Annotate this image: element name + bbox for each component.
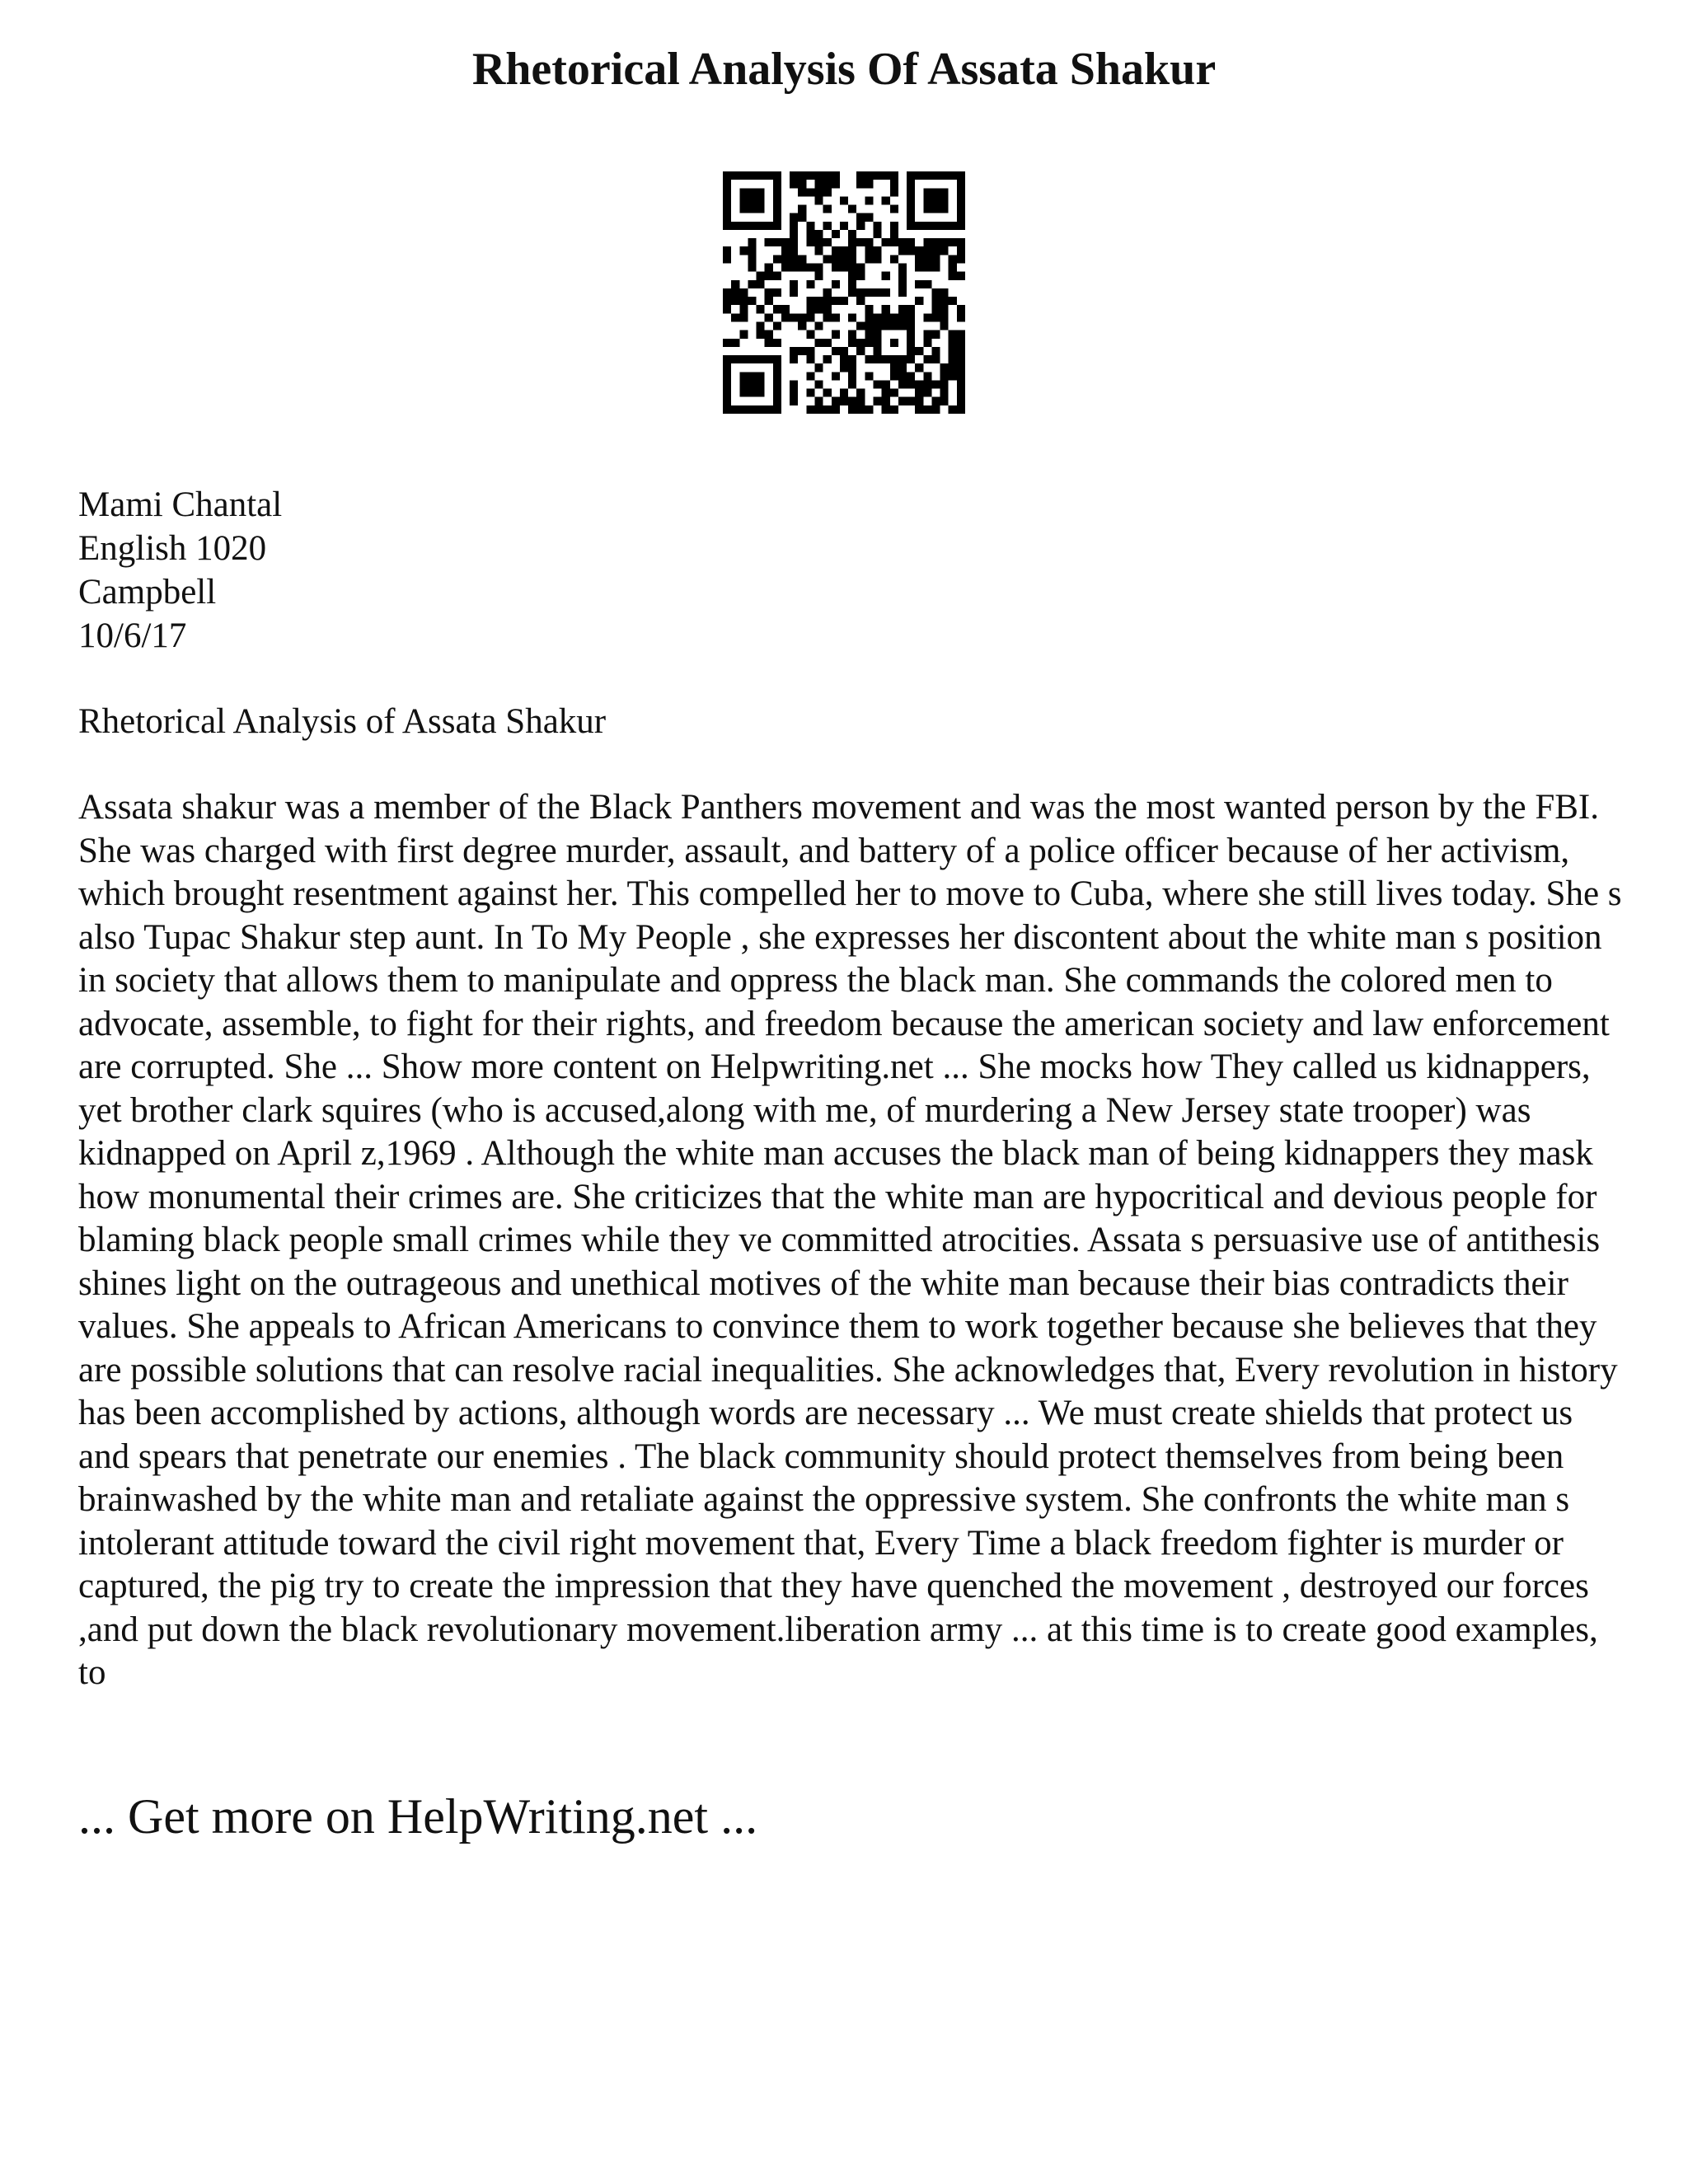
author-name: Mami Chantal: [78, 485, 283, 524]
course-name: English 1020: [78, 529, 267, 568]
document-title: Rhetorical Analysis Of Assata Shakur: [471, 44, 1217, 95]
essay-title: Rhetorical Analysis of Assata Shakur: [78, 702, 607, 741]
qr-code-icon[interactable]: [723, 171, 965, 414]
instructor-name: Campbell: [78, 573, 217, 612]
document-date: 10/6/17: [78, 616, 187, 655]
get-more-link[interactable]: ... Get more on HelpWriting.net ...: [78, 1789, 758, 1844]
author-info-block: [78, 483, 282, 658]
essay-body: Assata shakur was a member of the Black Panthers movement and was the most wanted person by the FBI. She was charged with first degree murder, assault, and battery of a police officer because of her activism, which brought resentment against her. This compelled her to move to Cuba, where she still lives today. She s also Tupac Shakur step aunt. In To My People , she expresses her discontent about the white man s position in society that allows them to manipulate and oppress the black man. She commands the colored men to advocate, assemble, to fight for their rights, and freedom because the american society and law enforcement are corrupted. She ... Show more content on Helpwriting.net ... She mocks how They called us kidnappers, yet brother clark squires (who is accused,along with me, of murdering a New Jersey state trooper) was kidnapped on April z,1969 . Although the white man accuses the black man of being kidnappers they mask how monumental their crimes are. She criticizes that the white man are hypocritical and devious people for blaming black people small crimes while they ve committed atrocities. Assata s persuasive use of antithesis shines light on the outrageous and unethical motives of the white man because their bias contradicts their values. She appeals to African Americans to convince them to work together because she believes that they are possible solutions that can resolve racial inequalities. She acknowledges that, Every revolution in history has been accomplished by actions, although words are necessary ... We must create shields that protect us and spears that penetrate our enemies . The black community should protect themselves from being been brainwashed by the white man and retaliate against the oppressive system. She confronts the white man s intolerant attitude toward the civil right movement that, Every Time a black freedom fighter is murder or captured, the pig try to create the impression that they have quenched the movement , destroyed our forces ,and put down the black revolutionary movement.liberation army ... at this time is to create good examples, to: [78, 788, 1622, 1692]
